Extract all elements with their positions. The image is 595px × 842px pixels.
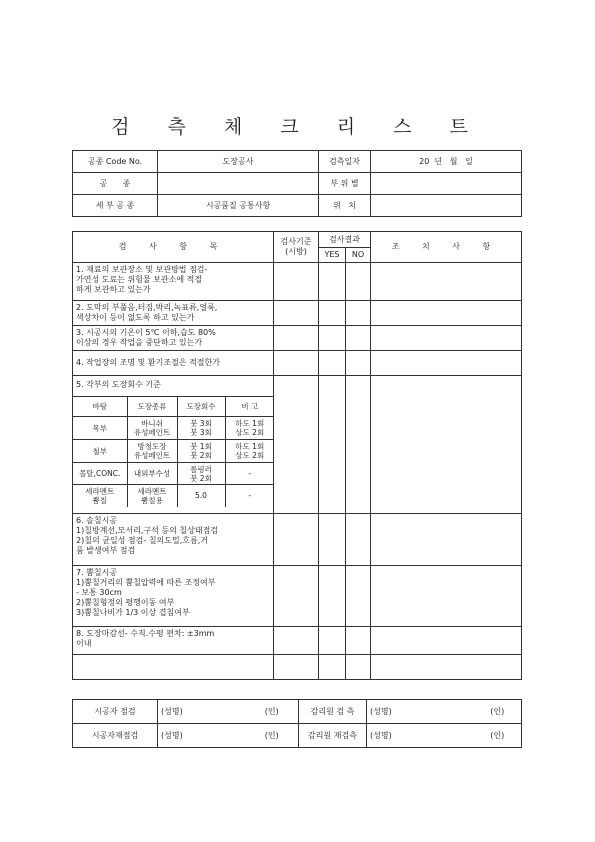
checklist-item-label: 5. 각부의 도장회수 기준 xyxy=(76,380,161,389)
standard-cell[interactable] xyxy=(274,301,319,326)
action-cell[interactable] xyxy=(371,566,522,627)
no-cell[interactable] xyxy=(346,655,371,680)
standard-cell[interactable] xyxy=(274,376,319,514)
checklist-item: 7. 뿜칠시공 1)뿜칠거리의 뿜칠압력에 따른 조정여부 - 보통 30cm 2)뿜칠형정의 평행이동 여부 3)뿜칠나비가 1/3 이상 겹침여부 xyxy=(73,566,274,627)
yes-cell[interactable] xyxy=(319,263,346,301)
gongjong-label: 공 종 xyxy=(73,173,158,195)
no-cell[interactable] xyxy=(346,263,371,301)
col-result-header: 검사결과 xyxy=(319,232,371,248)
header-table xyxy=(72,150,522,217)
standard-cell[interactable] xyxy=(274,627,319,655)
code-label: 공종 Code No. xyxy=(73,151,158,173)
checklist-item: 3. 시공시의 기온이 5℃ 이하,습도 80% 이상의 경우 작업을 중단하고 있는가 xyxy=(73,326,274,351)
checklist-table xyxy=(72,231,522,680)
signature-right-name[interactable]: (성명) xyxy=(367,724,474,748)
sub-header-note: 비 고 xyxy=(225,397,274,417)
signature-right-seal: (인) xyxy=(474,724,522,748)
checklist-item: 2. 도막의 부풀음,터짐,박리,녹표류,얼룩, 색상차이 등이 없도록 하고 있는가 xyxy=(73,301,274,326)
page-title: 검 측 체 크 리 스 트 xyxy=(111,116,484,138)
yes-cell[interactable] xyxy=(319,301,346,326)
action-cell[interactable] xyxy=(371,655,522,680)
sub-header-type: 도장종류 xyxy=(127,397,177,417)
signature-left-seal: (인) xyxy=(246,700,299,724)
action-cell[interactable] xyxy=(371,263,522,301)
sub-cell: 철부 xyxy=(73,440,127,463)
signature-right-seal: (인) xyxy=(474,700,522,724)
no-cell[interactable] xyxy=(346,376,371,514)
col-item-header: 검 사 항 목 xyxy=(73,232,274,263)
sub-cell: 세라멘트 뿜칠 xyxy=(73,485,127,507)
yes-cell[interactable] xyxy=(319,627,346,655)
signature-left-seal: (인) xyxy=(246,724,299,748)
no-cell[interactable] xyxy=(346,627,371,655)
no-cell[interactable] xyxy=(346,514,371,566)
action-cell[interactable] xyxy=(371,326,522,351)
yes-cell[interactable] xyxy=(319,376,346,514)
yes-cell[interactable] xyxy=(319,326,346,351)
checklist-item-5 xyxy=(73,376,274,514)
action-cell[interactable] xyxy=(371,351,522,376)
checklist-item: 6. 솔칠시공 1)칠방계선,모서리,구석 등의 칠상태점검 2)칠의 균일성 점검- 칠의도밀,흐름,거 품 발생여부 점검 xyxy=(73,514,274,566)
signature-right-label: 감리원 재검측 xyxy=(299,724,367,748)
sub-header-count: 도장회수 xyxy=(177,397,225,417)
sub-cell: 붓 1회 붓 2회 xyxy=(177,440,225,463)
signature-left-label: 시공자재점검 xyxy=(73,724,158,748)
sub-cell: 롤링러 붓 2회 xyxy=(177,463,225,485)
sub-cell: - xyxy=(225,485,274,507)
code-value: 도장공사 xyxy=(158,151,319,173)
signature-left-label: 시공자 점검 xyxy=(73,700,158,724)
checklist-item: 1. 재료의 보관장소 및 보관방법 점검- 가연성 도료는 위험물 보관소에 적절 하게 보관하고 있는가 xyxy=(73,263,274,301)
standard-cell[interactable] xyxy=(274,655,319,680)
checklist-item: 8. 도장마감선- 수직.수평 편차: ±3mm 이내 xyxy=(73,627,274,655)
sub-cell: 하도 1회 상도 2회 xyxy=(225,417,274,440)
yes-cell[interactable] xyxy=(319,351,346,376)
coating-sub-table xyxy=(73,396,274,507)
signature-left-name[interactable]: (성명) xyxy=(158,724,246,748)
col-yes-header: YES xyxy=(319,248,346,263)
signature-table xyxy=(72,699,522,748)
sub-cell: 세라멘트 뿜칠용 xyxy=(127,485,177,507)
part-label: 부 위 별 xyxy=(319,173,371,195)
location-value xyxy=(371,195,522,217)
gongjong-value xyxy=(158,173,319,195)
yes-cell[interactable] xyxy=(319,566,346,627)
signature-right-label: 감리원 검 측 xyxy=(299,700,367,724)
sub-cell: - xyxy=(225,463,274,485)
standard-cell[interactable] xyxy=(274,351,319,376)
date-label: 검측일자 xyxy=(319,151,371,173)
sub-header-base: 바탕 xyxy=(73,397,127,417)
checklist-item xyxy=(73,655,274,680)
sub-cell: 내외부수성 xyxy=(127,463,177,485)
sub-cell: 하도 1회 상도 2회 xyxy=(225,440,274,463)
signature-left-name[interactable]: (성명) xyxy=(158,700,246,724)
action-cell[interactable] xyxy=(371,301,522,326)
action-cell[interactable] xyxy=(371,376,522,514)
col-standard-header: 검사기준 (시방) xyxy=(274,232,319,263)
no-cell[interactable] xyxy=(346,566,371,627)
sub-cell: 붓 3회 붓 3회 xyxy=(177,417,225,440)
sub-cell: 몰탈,CONC. xyxy=(73,463,127,485)
no-cell[interactable] xyxy=(346,326,371,351)
checklist-item: 4. 작업장의 조명 및 환기조절은 적절한가 xyxy=(73,351,274,376)
signature-right-name[interactable]: (성명) xyxy=(367,700,474,724)
sub-cell: 방청도장 유성페인트 xyxy=(127,440,177,463)
col-action-header: 조 치 사 항 xyxy=(371,232,522,263)
date-value: 20 년 월 일 xyxy=(371,151,522,173)
standard-cell[interactable] xyxy=(274,514,319,566)
sub-cell: 5.0 xyxy=(177,485,225,507)
detail-label: 세 부 공 종 xyxy=(73,195,158,217)
detail-value: 시공품질 공통사항 xyxy=(158,195,319,217)
action-cell[interactable] xyxy=(371,627,522,655)
part-value xyxy=(371,173,522,195)
col-no-header: NO xyxy=(346,248,371,263)
yes-cell[interactable] xyxy=(319,514,346,566)
no-cell[interactable] xyxy=(346,351,371,376)
sub-cell: 목부 xyxy=(73,417,127,440)
sub-cell: 바니쉬 유성페인트 xyxy=(127,417,177,440)
action-cell[interactable] xyxy=(371,514,522,566)
standard-cell[interactable] xyxy=(274,263,319,301)
location-label: 위 치 xyxy=(319,195,371,217)
standard-cell[interactable] xyxy=(274,326,319,351)
standard-cell[interactable] xyxy=(274,566,319,627)
no-cell[interactable] xyxy=(346,301,371,326)
yes-cell[interactable] xyxy=(319,655,346,680)
